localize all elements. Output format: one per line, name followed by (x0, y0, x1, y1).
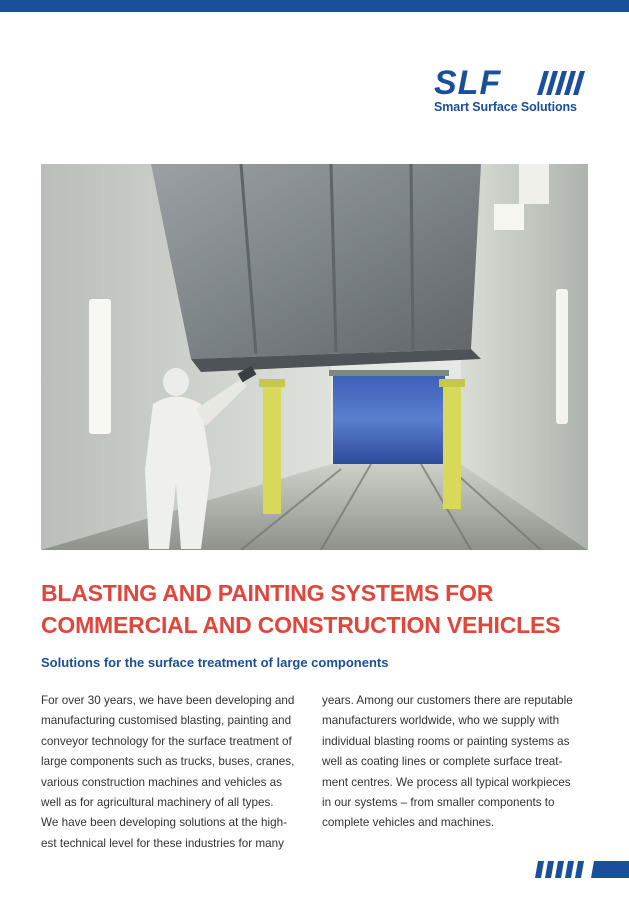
body-column-right (322, 691, 597, 834)
body-line: manufacturing customised blasting, painting and (41, 714, 292, 728)
body-line: complete vehicles and machines. (322, 816, 495, 830)
slf-logo (432, 67, 592, 117)
body-line: years. Among our customers there are reputable (322, 694, 573, 707)
title-line-1: BLASTING AND PAINTING SYSTEMS FOR (41, 580, 494, 606)
body-line: well as for agricultural machinery of all types. (41, 796, 274, 810)
body-line: various construction machines and vehicles as (41, 775, 283, 789)
footer-stripes-icon (535, 861, 629, 878)
title-line-2: COMMERCIAL AND CONSTRUCTION VEHICLES (41, 612, 561, 638)
body-column-left (41, 691, 316, 854)
body-line: well as coating lines or complete surface treat- (322, 755, 563, 769)
body-line: For over 30 years, we have been developing and (41, 694, 295, 707)
body-line: conveyor technology for the surface treatment of (41, 734, 292, 748)
logo-stripes (537, 71, 585, 95)
top-brand-bar (0, 0, 629, 12)
logo-tagline: Smart Surface Solutions (434, 100, 577, 114)
body-line: large components such as trucks, buses, cranes, (41, 755, 295, 769)
body-line: ment centres. We process all typical workpieces (322, 775, 571, 789)
body-line: individual blasting rooms or painting systems as (322, 734, 570, 748)
slf-logo-text: SLF (434, 67, 502, 99)
slf-logo-mark (432, 67, 592, 99)
body-line: est technical level for these industries for many (41, 836, 284, 850)
body-line: We have been developing solutions at the high- (41, 816, 288, 830)
body-line: in our systems – from smaller components to (322, 796, 555, 810)
page-title (41, 577, 601, 641)
paint-booth-photo (41, 164, 588, 550)
body-line: manufacturers worldwide, who we supply with (322, 714, 560, 728)
page-subtitle: Solutions for the surface treatment of large components (41, 655, 389, 670)
